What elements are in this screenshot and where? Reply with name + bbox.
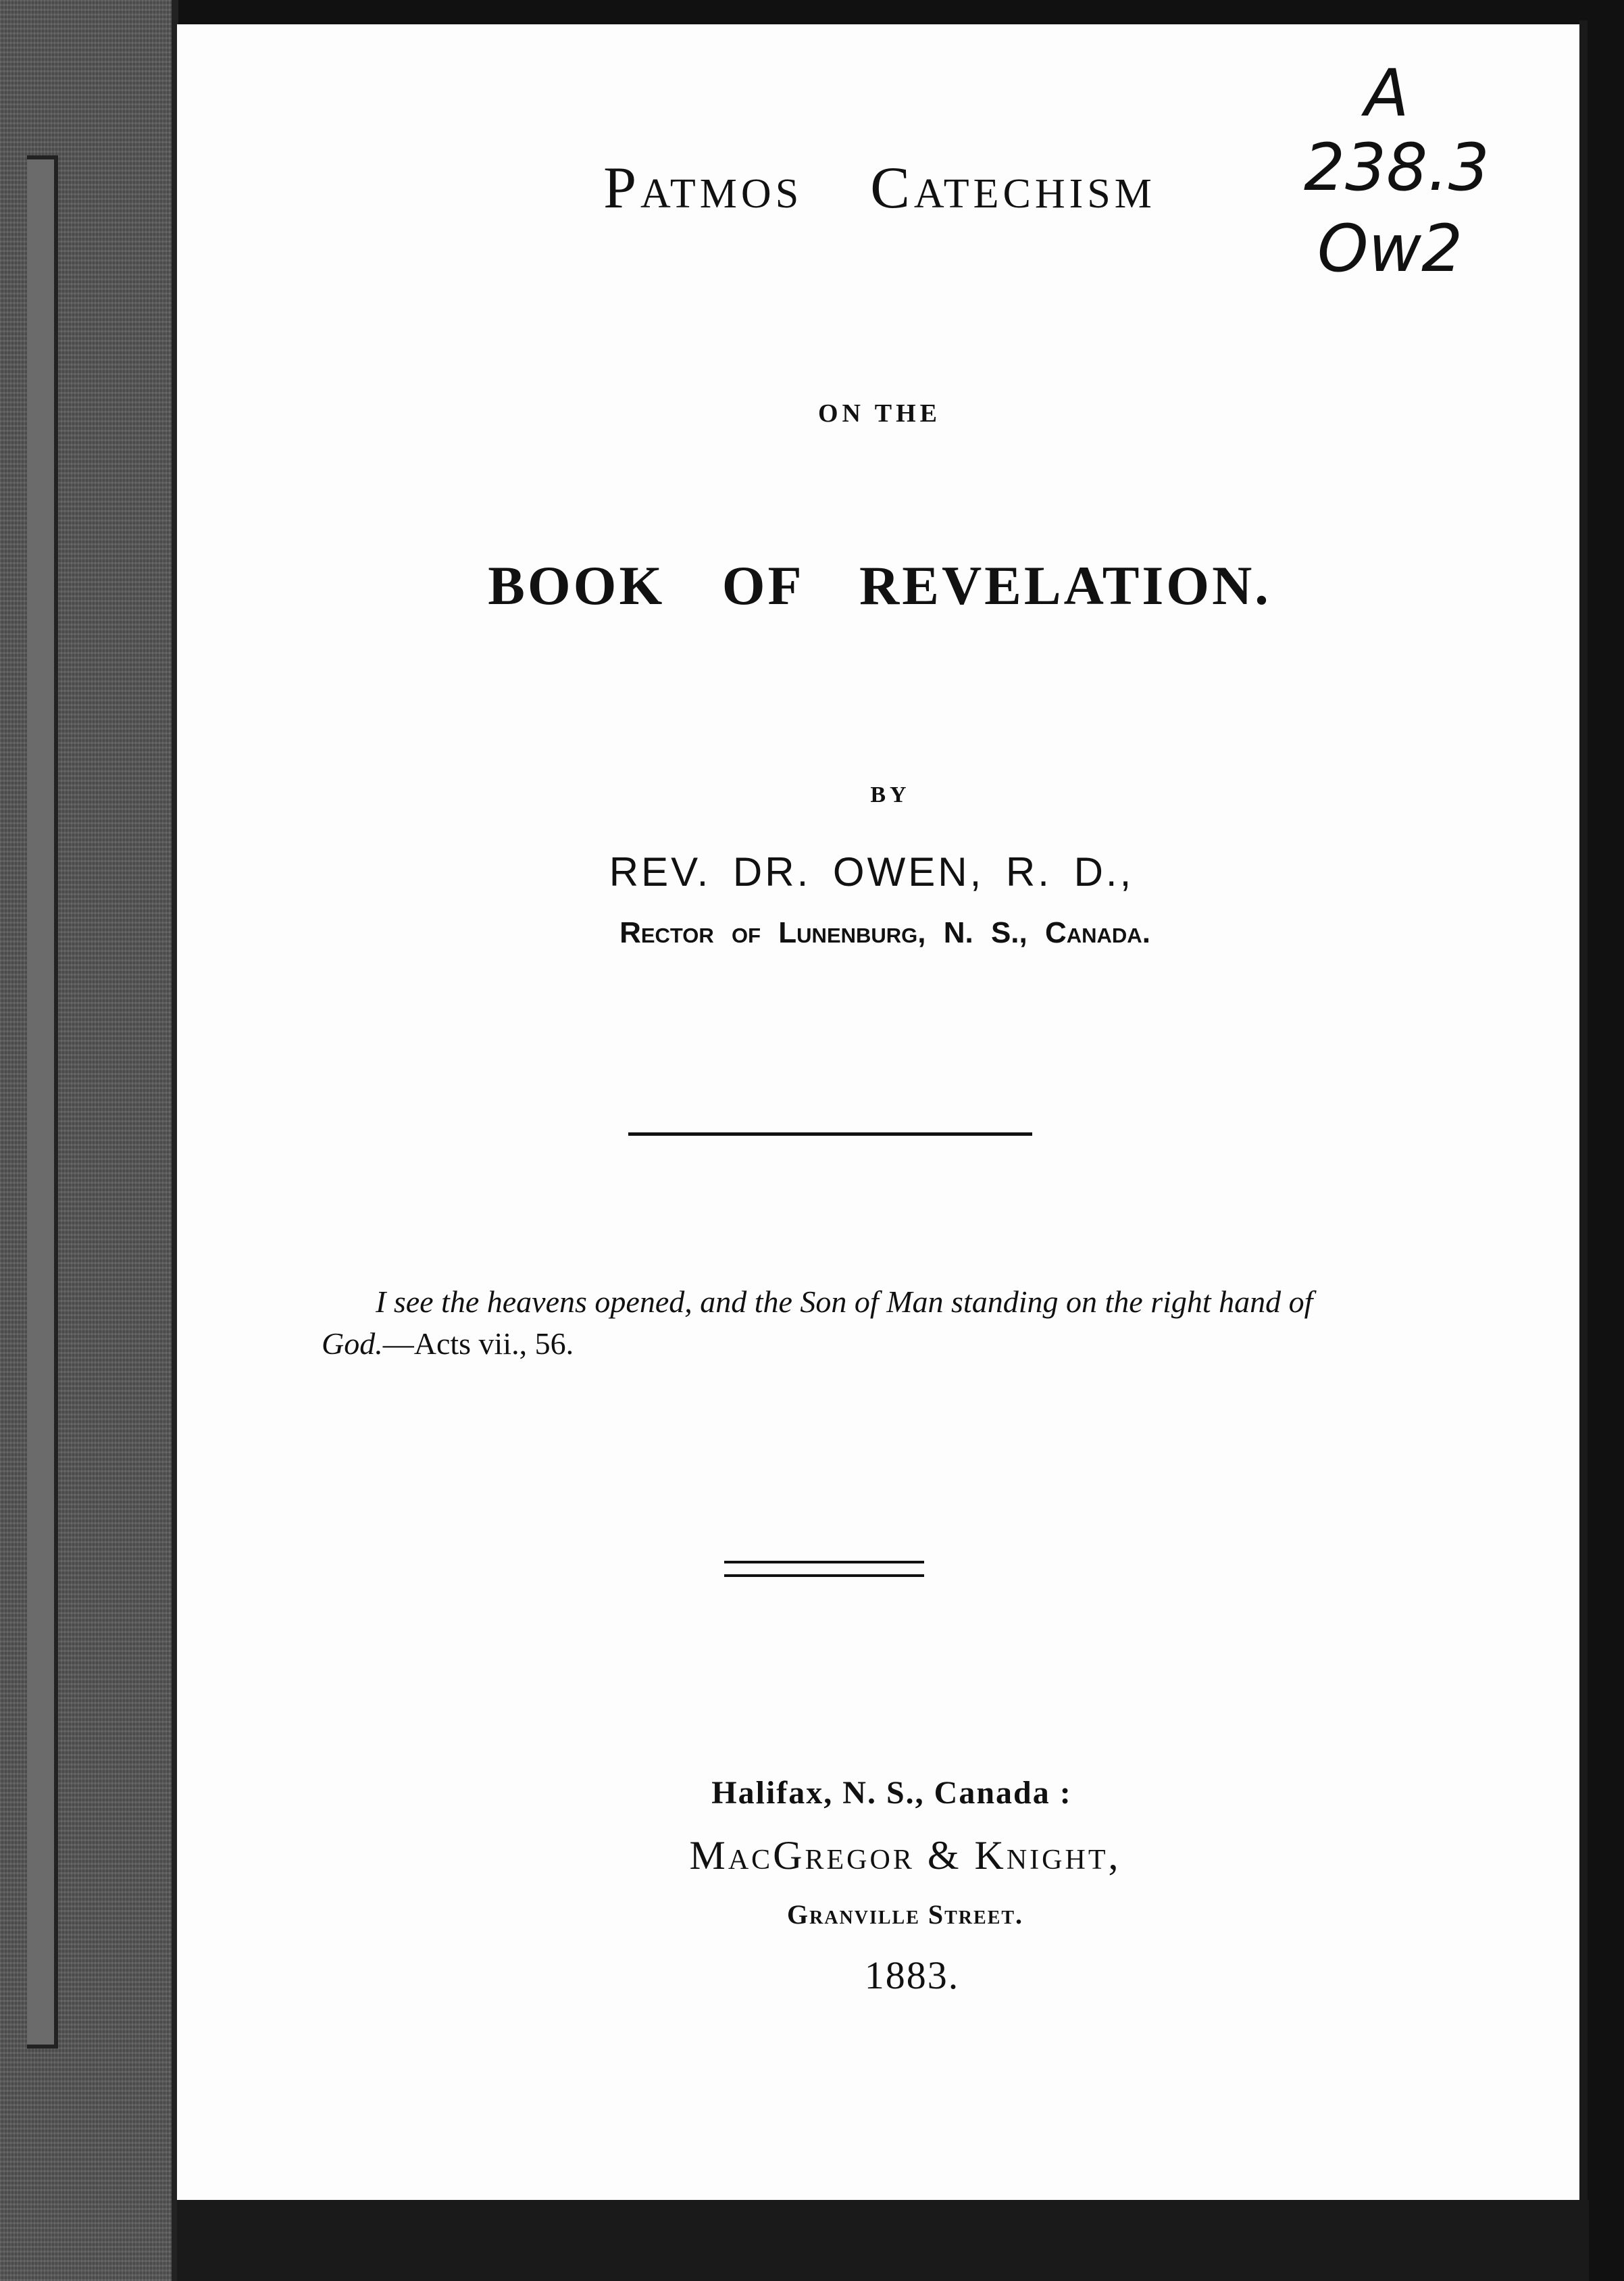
author-name: REV. DR. OWEN, R. D.,: [609, 849, 1134, 895]
book-title: [177, 154, 1582, 222]
title-word-2: Catechism: [870, 155, 1156, 221]
subtitle-connector: ON THE: [817, 399, 942, 428]
epigraph: [322, 1281, 1335, 1365]
imprint-street: Granville Street.: [786, 1899, 1024, 1930]
page-bottom-border: [177, 2200, 1589, 2281]
imprint-publisher: MacGregor & Knight,: [689, 1833, 1121, 1878]
imprint-year: 1883.: [864, 1953, 960, 1997]
epigraph-reference: —Acts vii., 56.: [382, 1326, 574, 1361]
shelfmark-line-2: 238.3: [1304, 130, 1490, 205]
page-right-border: [1579, 20, 1588, 2209]
author-position: Rector of Lunenburg, N. S., Canada.: [619, 916, 1150, 949]
epigraph-text: I see the heavens opened, and the Son of Man standing on the right hand of God.: [322, 1284, 1313, 1361]
imprint-city: Halifax, N. S., Canada :: [711, 1775, 1072, 1811]
double-rule-top: [724, 1561, 924, 1563]
double-rule-bottom: [724, 1574, 924, 1577]
shelfmark-line-1: A: [1365, 55, 1409, 131]
title-word-1: Patmos: [603, 155, 803, 221]
shelfmark-line-3: Ow2: [1317, 211, 1463, 286]
subtitle-main: BOOK OF REVELATION.: [488, 555, 1271, 616]
binding-edge: [27, 155, 58, 2049]
divider-rule: [628, 1132, 1032, 1136]
byline-by: BY: [870, 782, 911, 807]
